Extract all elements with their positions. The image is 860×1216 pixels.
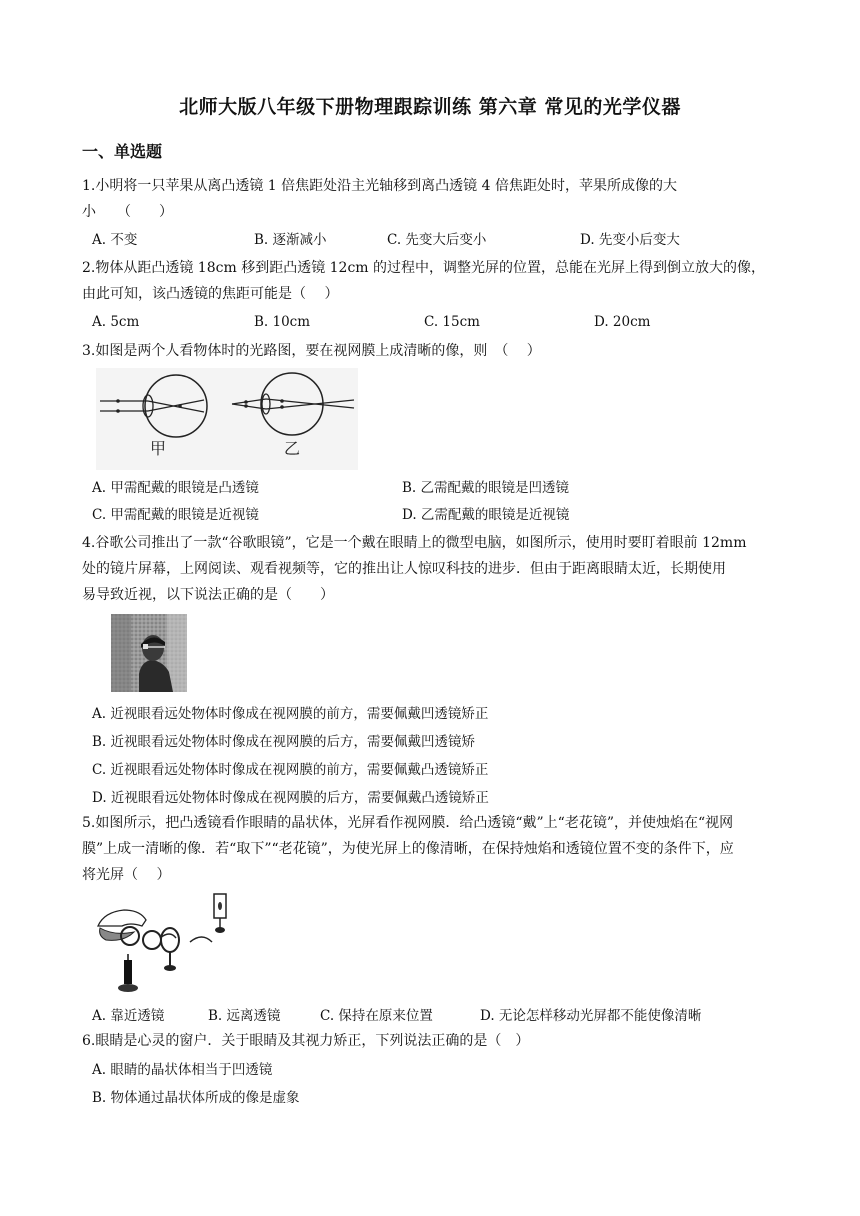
question-5-stem-line3: 将光屏（ ） bbox=[82, 867, 171, 883]
question-2 bbox=[82, 255, 782, 307]
question-2-option-a[interactable]: A. 5cm bbox=[92, 314, 140, 330]
question-1-option-c[interactable]: C. 先变大后变小 bbox=[387, 232, 487, 248]
photo-shadow bbox=[111, 614, 131, 692]
question-1 bbox=[82, 173, 782, 225]
question-6-stem-line1: 6.眼睛是心灵的窗户．关于眼睛及其视力矫正，下列说法正确的是（ ） bbox=[82, 1033, 530, 1049]
question-1-stem-line2: 小 （ ） bbox=[82, 204, 173, 220]
section-heading: 一、单选题 bbox=[82, 142, 163, 161]
question-2-option-c[interactable]: C. 15cm bbox=[424, 314, 480, 330]
question-4-option-d[interactable]: D. 近视眼看远处物体时像成在视网膜的后方，需要佩戴凸透镜矫正 bbox=[92, 790, 489, 806]
page-title: 北师大版八年级下册物理跟踪训练 第六章 常见的光学仪器 bbox=[179, 96, 681, 118]
convex-lens bbox=[161, 928, 179, 952]
question-4 bbox=[82, 530, 782, 608]
ray-arrow bbox=[280, 399, 284, 403]
lens-base bbox=[164, 965, 176, 971]
glass-screen bbox=[143, 644, 148, 649]
question-5-option-b[interactable]: B. 远离透镜 bbox=[208, 1008, 281, 1024]
ray-arrow bbox=[116, 399, 120, 403]
question-1-option-d[interactable]: D. 先变小后变大 bbox=[580, 232, 680, 248]
glasses-arm bbox=[190, 937, 212, 942]
ray-arrow bbox=[244, 400, 248, 404]
focus-point bbox=[178, 404, 182, 408]
question-5-option-c[interactable]: C. 保持在原来位置 bbox=[320, 1008, 433, 1024]
question-6-option-a[interactable]: A. 眼睛的晶状体相当于凹透镜 bbox=[92, 1062, 273, 1078]
question-4-option-b[interactable]: B. 近视眼看远处物体时像成在视网膜的后方，需要佩戴凹透镜矫 bbox=[92, 734, 476, 750]
hand-fingers bbox=[100, 928, 134, 940]
question-3-option-b[interactable]: B. 乙需配戴的眼镜是凹透镜 bbox=[402, 480, 570, 496]
question-2-stem-line2: 由此可知，该凸透镜的焦距可能是（ ） bbox=[82, 286, 339, 302]
ray-arrow bbox=[116, 409, 120, 413]
question-2-option-d[interactable]: D. 20cm bbox=[594, 314, 651, 330]
question-4-stem-line1: 4.谷歌公司推出了一款“谷歌眼镜”，它是一个戴在眼睛上的微型电脑，如图所示，使用时要盯着眼前 12mm bbox=[82, 535, 747, 551]
question-3 bbox=[82, 338, 782, 364]
question-2-stem-line1: 2.物体从距凸透镜 18cm 移到距凸透镜 12cm 的过程中，调整光屏的位置，总能在光屏上得到倒立放大的像， bbox=[82, 260, 766, 276]
question-3-option-c[interactable]: C. 甲需配戴的眼镜是近视镜 bbox=[92, 507, 259, 523]
question-6-option-b[interactable]: B. 物体通过晶状体所成的像是虚象 bbox=[92, 1090, 300, 1106]
question-4-stem-line2: 处的镜片屏幕，上网阅读、观看视频等，它的推出让人惊叹科技的进步．但由于距离眼睛太近，长期使用 bbox=[82, 561, 726, 577]
ray-arrow bbox=[244, 404, 248, 408]
question-5-option-d[interactable]: D. 无论怎样移动光屏都不能使像清晰 bbox=[480, 1008, 702, 1024]
question-3-stem-line1: 3.如图是两个人看物体时的光路图，要在视网膜上成清晰的像，则 （ ） bbox=[82, 343, 541, 359]
question-1-option-b[interactable]: B. 逐渐减小 bbox=[254, 232, 327, 248]
question-6 bbox=[82, 1028, 782, 1054]
google-glass-photo bbox=[111, 614, 187, 692]
question-1-option-a[interactable]: A. 不变 bbox=[92, 232, 138, 248]
question-5 bbox=[82, 810, 782, 888]
question-2-option-b[interactable]: B. 10cm bbox=[254, 314, 311, 330]
question-4-stem-line3: 易导致近视，以下说法正确的是（ ） bbox=[82, 587, 334, 603]
question-3-option-d[interactable]: D. 乙需配戴的眼镜是近视镜 bbox=[402, 507, 570, 523]
ray-arrow bbox=[280, 405, 284, 409]
question-3-option-a[interactable]: A. 甲需配戴的眼镜是凸透镜 bbox=[92, 480, 259, 496]
figure-label-jia: 甲 bbox=[149, 439, 167, 458]
candle bbox=[124, 960, 132, 984]
question-5-stem-line1: 5.如图所示，把凸透镜看作眼睛的晶状体，光屏看作视网膜．给凸透镜“戴”上“老花镜”，并使烛焰在“视网 bbox=[82, 815, 734, 831]
figure-label-yi: 乙 bbox=[283, 439, 301, 458]
question-4-option-c[interactable]: C. 近视眼看远处物体时像成在视网膜的前方，需要佩戴凸透镜矫正 bbox=[92, 762, 489, 778]
question-5-option-a[interactable]: A. 靠近透镜 bbox=[92, 1008, 165, 1024]
presbyopic-glasses-right bbox=[143, 931, 161, 949]
eye-ray-diagram bbox=[96, 368, 358, 470]
question-4-option-a[interactable]: A. 近视眼看远处物体时像成在视网膜的前方，需要佩戴凹透镜矫正 bbox=[92, 706, 489, 722]
question-1-stem-line1: 1.小明将一只苹果从离凸透镜 1 倍焦距处沿主光轴移到离凸透镜 4 倍焦距处时，苹果所成像的大 bbox=[82, 178, 677, 194]
screen-base bbox=[215, 927, 225, 933]
lens-experiment-diagram bbox=[94, 890, 246, 994]
candle-base bbox=[118, 984, 138, 992]
question-5-stem-line2: 膜”上成一清晰的像．若“取下”“老花镜”，为使光屏上的像清晰，在保持烛焰和透镜位置不变的条件下，应 bbox=[82, 841, 734, 857]
screen-image bbox=[218, 902, 222, 910]
hand-outline bbox=[98, 910, 146, 926]
